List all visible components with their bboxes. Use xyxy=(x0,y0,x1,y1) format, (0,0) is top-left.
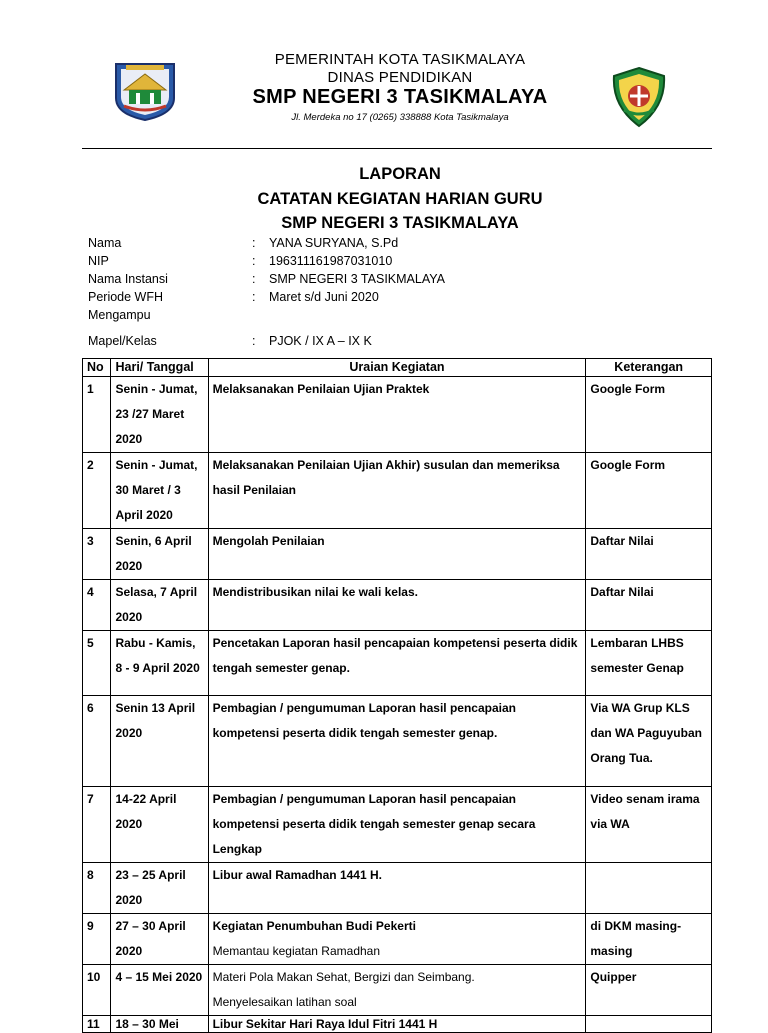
info-label: Mengampu xyxy=(88,308,151,322)
table-row xyxy=(83,631,712,696)
info-colon: : xyxy=(252,334,256,348)
cell-description: Pembagian / pengumuman Laporan hasil pencapaian kompetensi peserta didik tengah semester genap. xyxy=(208,696,586,787)
cell-no: 10 xyxy=(83,965,111,1016)
header-no: No xyxy=(83,359,111,377)
cell-date: Senin - Jumat, 23 /27 Maret 2020 xyxy=(111,377,208,453)
table-row xyxy=(83,529,712,580)
table-row xyxy=(83,965,712,1016)
table-row xyxy=(83,787,712,863)
description-line: Kegiatan Penumbuhan Budi Pekerti xyxy=(212,919,416,933)
letterhead-divider xyxy=(82,148,712,149)
cell-remarks: Google Form xyxy=(586,377,712,453)
cell-no: 11 xyxy=(83,1016,111,1033)
info-label: Nama xyxy=(88,236,122,250)
cell-description xyxy=(208,914,586,965)
cell-description: Mengolah Penilaian xyxy=(208,529,586,580)
cell-remarks xyxy=(586,863,712,914)
cell-no: 5 xyxy=(83,631,111,696)
cell-no: 9 xyxy=(83,914,111,965)
cell-remarks: Quipper xyxy=(586,965,712,1016)
cell-remarks: Via WA Grup KLS dan WA Paguyuban Orang Tua. xyxy=(586,696,712,787)
table-row xyxy=(83,863,712,914)
cell-no: 4 xyxy=(83,580,111,631)
cell-remarks: Google Form xyxy=(586,453,712,529)
cell-description: Pembagian / pengumuman Laporan hasil pencapaian kompetensi peserta didik tengah semester genap secara Lengkap xyxy=(208,787,586,863)
letterhead-school-name: SMP NEGERI 3 TASIKMALAYA xyxy=(252,86,548,108)
cell-date: Selasa, 7 April 2020 xyxy=(111,580,208,631)
letterhead-government: PEMERINTAH KOTA TASIKMALAYA xyxy=(274,51,526,68)
activity-table xyxy=(82,358,712,1033)
cell-remarks: di DKM masing-masing xyxy=(586,914,712,965)
cell-date: Senin - Jumat, 30 Maret / 3 April 2020 xyxy=(111,453,208,529)
info-colon: : xyxy=(252,272,256,286)
cell-date: Senin, 6 April 2020 xyxy=(111,529,208,580)
header-remarks: Keterangan xyxy=(586,359,712,377)
table-row xyxy=(83,914,712,965)
header-description: Uraian Kegiatan xyxy=(208,359,586,377)
cell-date: Senin 13 April 2020 xyxy=(111,696,208,787)
report-subtitle: CATATAN KEGIATAN HARIAN GURU xyxy=(257,190,543,208)
cell-remarks: Lembaran LHBS semester Genap xyxy=(586,631,712,696)
report-title: LAPORAN xyxy=(359,165,441,183)
cell-date: Rabu - Kamis, 8 - 9 April 2020 xyxy=(111,631,208,696)
letterhead-department: DINAS PENDIDIKAN xyxy=(327,69,473,86)
info-label: NIP xyxy=(88,254,109,268)
report-school: SMP NEGERI 3 TASIKMALAYA xyxy=(281,214,519,232)
description-line: Materi Pola Makan Sehat, Bergizi dan Seimbang. xyxy=(212,970,475,984)
cell-no: 6 xyxy=(83,696,111,787)
info-value: YANA SURYANA, S.Pd xyxy=(269,236,399,250)
cell-description: Melaksanakan Penilaian Ujian Akhir) susulan dan memeriksa hasil Penilaian xyxy=(208,453,586,529)
table-header-row xyxy=(83,359,712,377)
table-row xyxy=(83,377,712,453)
cell-remarks xyxy=(586,1016,712,1033)
header-date: Hari/ Tanggal xyxy=(111,359,208,377)
cell-date: 27 – 30 April 2020 xyxy=(111,914,208,965)
table-row xyxy=(83,580,712,631)
table-row xyxy=(83,696,712,787)
cell-date: 23 – 25 April 2020 xyxy=(111,863,208,914)
cell-no: 1 xyxy=(83,377,111,453)
info-label: Mapel/Kelas xyxy=(88,334,157,348)
cell-description: Libur Sekitar Hari Raya Idul Fitri 1441 H xyxy=(208,1016,586,1033)
cell-remarks: Video senam irama via WA xyxy=(586,787,712,863)
cell-date: 14-22 April 2020 xyxy=(111,787,208,863)
cell-remarks: Daftar Nilai xyxy=(586,580,712,631)
letterhead xyxy=(0,40,768,140)
cell-no: 8 xyxy=(83,863,111,914)
cell-date: 4 – 15 Mei 2020 xyxy=(111,965,208,1016)
info-value: Maret s/d Juni 2020 xyxy=(269,290,379,304)
cell-description: Libur awal Ramadhan 1441 H. xyxy=(208,863,586,914)
info-value: PJOK / IX A – IX K xyxy=(269,334,372,348)
info-label: Nama Instansi xyxy=(88,272,168,286)
info-value: 196311161987031010 xyxy=(269,254,393,268)
info-colon: : xyxy=(252,236,256,250)
cell-description: Mendistribusikan nilai ke wali kelas. xyxy=(208,580,586,631)
cell-remarks: Daftar Nilai xyxy=(586,529,712,580)
letterhead-address: Jl. Merdeka no 17 (0265) 338888 Kota Tasikmalaya xyxy=(291,112,509,123)
cell-no: 2 xyxy=(83,453,111,529)
info-colon: : xyxy=(252,290,256,304)
cell-description: Pencetakan Laporan hasil pencapaian kompetensi peserta didik tengah semester genap. xyxy=(208,631,586,696)
city-emblem-logo xyxy=(112,60,178,122)
info-value: SMP NEGERI 3 TASIKMALAYA xyxy=(269,272,445,286)
school-emblem-logo xyxy=(610,66,668,128)
cell-description: Melaksanakan Penilaian Ujian Praktek xyxy=(208,377,586,453)
table-row xyxy=(83,453,712,529)
cell-no: 7 xyxy=(83,787,111,863)
cell-no: 3 xyxy=(83,529,111,580)
cell-description xyxy=(208,965,586,1016)
description-line-2: Menyelesaikan latihan soal xyxy=(212,995,357,1009)
info-colon: : xyxy=(252,254,256,268)
cell-date: 18 – 30 Mei xyxy=(111,1016,208,1033)
table-row xyxy=(83,1016,712,1033)
info-label: Periode WFH xyxy=(88,290,164,304)
description-line-2: Memantau kegiatan Ramadhan xyxy=(212,944,381,958)
